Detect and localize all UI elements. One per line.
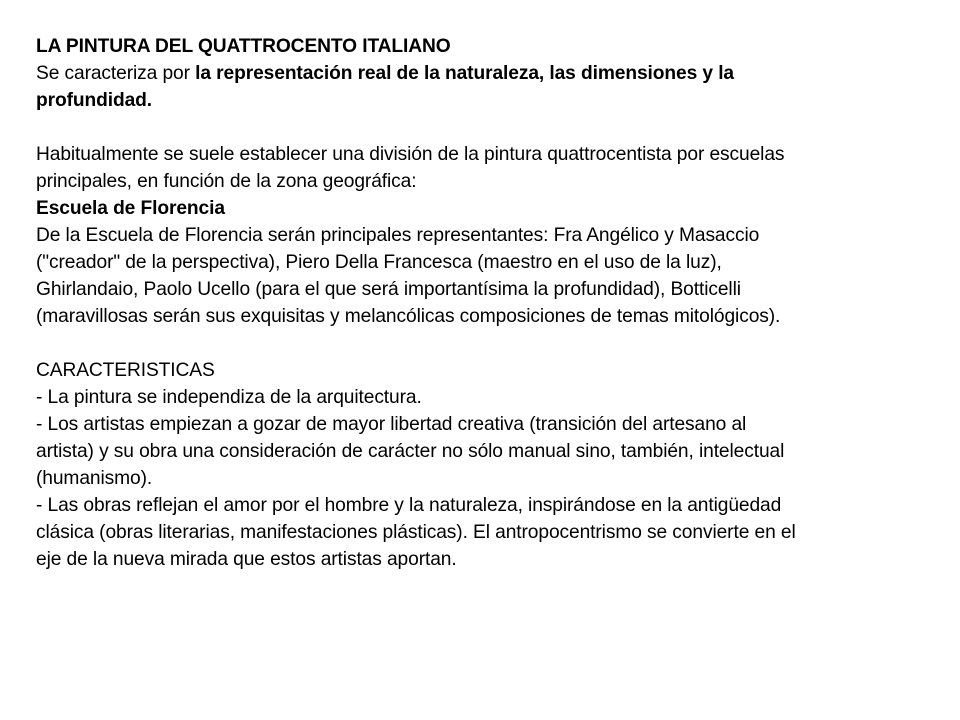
characteristic-item-3-line-3: eje de la nueva mirada que estos artistas aportan. [36, 549, 457, 570]
intro-line-1 [36, 60, 916, 87]
spacer [36, 330, 916, 357]
paragraph-1-line-1: Habitualmente se suele establecer una división de la pintura quattrocentista por escuelas [36, 144, 785, 165]
characteristics-heading: CARACTERISTICAS [36, 360, 215, 381]
florence-line-3: Ghirlandaio, Paolo Ucello (para el que será importantísima la profundidad), Botticelli [36, 279, 741, 300]
characteristic-item-2-line-3: (humanismo). [36, 468, 153, 489]
intro-bold-1: la representación real de la naturaleza, las dimensiones y la [195, 63, 734, 84]
slide-text-body [36, 33, 916, 573]
characteristic-item-3-line-2: clásica (obras literarias, manifestaciones plásticas). El antropocentrismo se convierte en el [36, 522, 796, 543]
florence-line-4: (maravillosas serán sus exquisitas y melancólicas composiciones de temas mitológicos). [36, 306, 781, 327]
paragraph-1-line-2: principales, en función de la zona geográfica: [36, 171, 417, 192]
characteristic-item-2-line-1: - Los artistas empiezan a gozar de mayor libertad creativa (transición del artesano al [36, 414, 747, 435]
slide-title: LA PINTURA DEL QUATTROCENTO ITALIANO [36, 36, 451, 57]
characteristic-item-3-line-1: - Las obras reflejan el amor por el hombre y la naturaleza, inspirándose en la antigüedad [36, 495, 782, 516]
spacer [36, 114, 916, 141]
florence-line-2: ("creador" de la perspectiva), Piero Della Francesca (maestro en el uso de la luz), [36, 252, 722, 273]
intro-prefix: Se caracteriza por [36, 63, 196, 84]
characteristic-item-2-line-2: artista) y su obra una consideración de carácter no sólo manual sino, también, intelectual [36, 441, 785, 462]
characteristic-item-1: - La pintura se independiza de la arquitectura. [36, 387, 422, 408]
florence-line-1: De la Escuela de Florencia serán principales representantes: Fra Angélico y Masaccio [36, 225, 760, 246]
intro-line-2: profundidad. [36, 90, 153, 111]
school-heading: Escuela de Florencia [36, 198, 225, 219]
